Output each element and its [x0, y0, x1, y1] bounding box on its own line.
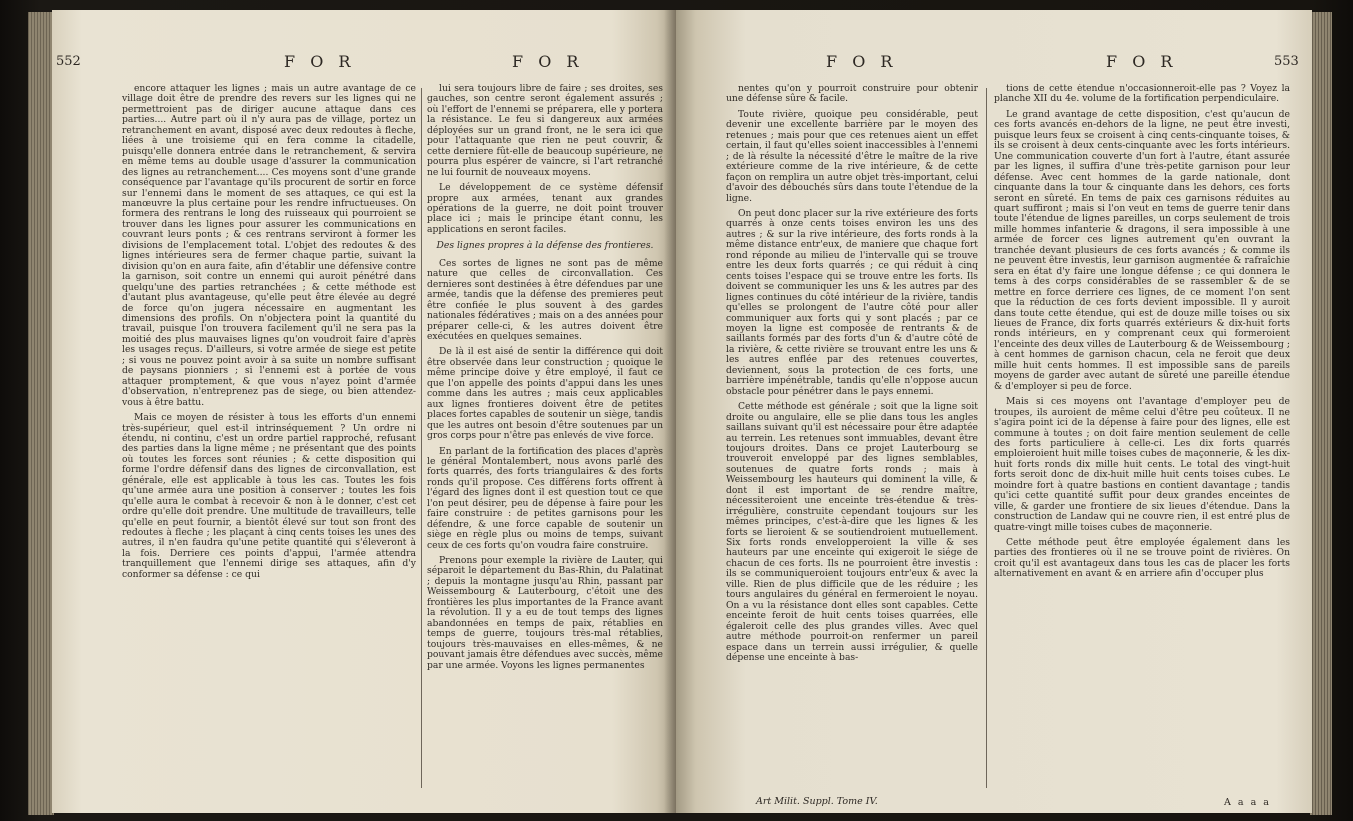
section-subtitle: Des lignes propres à la défense des frontieres. — [436, 240, 654, 252]
paragraph: Prenons pour exemple la rivière de Lauter, qui séparoit le département du Bas-Rhin, du Palatinat ; depuis la montagne jusqu'au Rhin, passant par Weissembourg & Lauterbourg, c'étoit une des frontières les plus importantes de la France avant la révolution. Il y a eu de tout temps des lignes abandonnées en temps de paix, rétablies en temps de guerre, toujours très-mal rétablies, toujours très-mauvaises en elles-mêmes, & ne pouvant jamais être défendues avec succès, même par une armée. Voyons les lignes permanentes — [427, 555, 663, 671]
paragraph: Cette méthode est générale ; soit que la ligne soit droite ou angulaire, elle se plie dans tous les angles saillans suivant qu'il est nécessaire pour être adaptée au terrein. Les retenues sont immuables, devant être toujours droites. Dans ce projet Lauterbourg se trouveroit enveloppé par des lignes semblables, soutenues de quatre forts ronds ; mais à Weissembourg les hauteurs qui dominent la ville, & dont il est important de se rendre maître, nécessiteroient une enceinte très-étendue & très-irrégulière, construite cependant toujours sur les mêmes principes, c'est-à-dire que les lignes & les forts se lieroient & se soutiendroient mutuellement. Six forts ronds envelopperoient la ville & ses hauteurs par une enceinte qui exigeroit le siége de chacun de ces forts. Ils ne pourroient être investis : ils se communiqueroient toujours entr'eux & avec la ville. Rien de plus difficile que de les réduire ; les tours angulaires du général en fermeroient le noyau. On a vu la résistance dont elles sont capables. Cette enceinte feroit de huit cents toises quarrées, elle égaleroit celle des plus grandes villes. Avec quel autre méthode pourroit-on renfermer un pareil espace dans un terrein aussi irrégulier, & quelle dépense une enceinte à bas- — [726, 401, 978, 664]
right-page-edges — [1310, 12, 1332, 815]
paragraph: Cette méthode peut être employée également dans les parties des frontieres où il ne se trouve point de rivières. On croit qu'il est avantageux dans tous les cas de placer les forts alternativement en avant & en arriere afin d'occuper plus — [994, 537, 1290, 580]
right-page — [676, 10, 1312, 813]
paragraph: Mais ce moyen de résister à tous les efforts d'un ennemi très-supérieur, quel est-il intrinséquement ? Un ordre ni étendu, ni continu, c'est un ordre partiel rapproché, refusant des parties dans la ligne même ; ne présentant que des points où toutes les forces sont réunies ; & cette disposition qui forme l'ordre défensif dans des lignes de circonvallation, est générale, elle est applicable à tous les cas. Toutes les fois qu'une armée aura une position à conserver ; toutes les fois qu'elle aura le combat à recevoir & non à le donner, c'est cet ordre qu'elle doit prendre. Une multitude de travailleurs, telle qu'elle en peut fournir, a bientôt élevé sur tout son front des redoutes à fleche ; les plaçant à cinq cents toises les unes des autres, il n'en faudra qu'une petite quantité qui s'éleveront à la fois. Derriere ces points d'appui, l'armée attendra tranquillement que l'ennemi dirige ses attaques, afin d'y conformer sa défense : ce qui — [122, 412, 416, 580]
signature-mark: A a a a — [1224, 797, 1271, 808]
running-head-right-2: F O R — [1106, 52, 1178, 71]
paragraph: Mais si ces moyens ont l'avantage d'employer peu de troupes, ils auroient de même celui d'être peu coûteux. Il ne s'agira point ici de la dépense à faire pour des lignes, elle est commune à toutes ; on doit faire mention seulement de celle des forts particuliere à celle-ci. Les dix forts quarrés emploieroient huit mille toises cubes de maçonnerie, & les dix-huit forts ronds dix mille huit cents. Le total des vingt-huit forts seroit donc de dix-huit mille huit cents toises cubes. Le moindre fort à quatre bastions en contient davantage ; tandis qu'ici cette quantité suffit pour deux grandes enceintes de ville, & garder une frontiere de six lieues d'étendue. Dans la construction de Landaw qui ne couvre rien, il est entré plus de quatre-vingt mille toises cubes de maçonnerie. — [994, 396, 1290, 533]
running-head-left-1: F O R — [284, 52, 356, 71]
paragraph: lui sera toujours libre de faire ; ses droites, ses gauches, son centre seront également assurés ; où l'effort de l'ennemi se préparera, elle y portera la résistance. Le feu si dangereux aux armées déployées sur un grand front, ne le sera ici que pour l'attaquante que rien ne peut couvrir, & cette derniere fût-elle de beaucoup supérieure, ne pourra plus espérer de vaincre, si l'art retranché ne lui fournit de nouveaux moyens. — [427, 84, 663, 178]
paragraph: Toute rivière, quoique peu considérable, peut devenir une excellente barrière par le moyen des retenues ; mais pour que ces retenues aient un effet certain, il faut qu'elles soient inaccessibles à l'ennemi ; de là résulte la nécessité d'être le maître de la rive extérieure comme de la rive intérieure, & de cette façon on remplira un autre objet très-important, celui d'avoir des débouchés sûrs dans toute l'étendue de la ligne. — [726, 108, 978, 204]
left-page-edges — [28, 12, 54, 815]
column-2 — [427, 84, 663, 813]
paragraph: En parlant de la fortification des places d'après le général Montalembert, nous avons parlé des forts quarrés, des forts triangulaires & des forts ronds qu'il propose. Ces différens forts offrent à l'égard des lignes dont il est question tout ce que l'on peut désirer, peu de dépense à faire pour les faire construire : de petites garnisons pour les défendre, & une force capable de soutenir un siège en règle plus ou moins de temps, suivant ceux de ces forts qu'on voudra faire construire. — [427, 445, 663, 551]
paragraph: nentes qu'on y pourroit construire pour obtenir une défense sûre & facile. — [726, 84, 978, 105]
paragraph: tions de cette étendue n'occasionneroit-elle pas ? Voyez la planche XII du 4e. volume de la fortification perpendiculaire. — [994, 84, 1290, 105]
column-rule — [421, 88, 422, 788]
column-rule — [986, 88, 987, 788]
paragraph: De là il est aisé de sentir la différence qui doit être observée dans leur construction ; quoique le même principe doive y être employé, il faut ce que l'on appelle des points d'appui dans les unes comme dans les autres ; mais ceux applicables aux lignes frontieres doivent être de petites places fortes capables de soutenir un siège, tandis que les autres ont besoin d'être soutenues par un gros corps pour n'être pas enlevés de vive force. — [427, 346, 663, 442]
paragraph: On peut donc placer sur la rive extérieure des forts quarrés à onze cents toises environ les uns des autres ; & sur la rive intérieure, des forts ronds à la même distance entr'eux, de maniere que chaque fort rond réponde au milieu de l'intervalle qui se trouve entre les deux forts quarrés ; ce qui réduit à cinq cents toises l'espace qui se trouve entre les forts. Ils doivent se communiquer les uns & les autres par des lignes continues du côté intérieur de la rivière, tandis qu'elles se prolongent de l'autre côté pour aller communiquer aux forts qui y sont placés ; par ce moyen la ligne est composée de rentrants & de saillants formés par des forts d'un & d'autre côté de la rivière, & cette rivière se trouvant entre les uns & les autres enflée par des retenues couvertes, deviennent, sous la protection de ces forts, une barrière impénétrable, tandis qu'elle n'oppose aucun obstacle pour pénétrer dans le pays ennemi. — [726, 207, 978, 397]
paragraph: Le développement de ce système défensif propre aux armées, tenant aux grandes opérations de la guerre, ne doit point trouver place ici ; mais le principe étant connu, les applications en seront faciles. — [427, 182, 663, 235]
left-page — [52, 10, 676, 813]
running-head-left-2: F O R — [512, 52, 584, 71]
page-number-left: 552 — [56, 54, 81, 69]
footer-reference: Art Milit. Suppl. Tome IV. — [756, 796, 878, 807]
running-head-right-1: F O R — [826, 52, 898, 71]
column-3 — [726, 84, 978, 794]
column-4 — [994, 84, 1290, 790]
paragraph: Ces sortes de lignes ne sont pas de même nature que celles de circonvallation. Ces dernieres sont destinées à être défendues par une armée, tandis que la défense des premieres peut être confiée le plus souvent à des gardes nationales fédératives ; mais on a des années pour préparer celle-ci, & les autres doivent être exécutées en quelques semaines. — [427, 257, 663, 342]
column-1 — [122, 84, 416, 813]
paragraph: Le grand avantage de cette disposition, c'est qu'aucun de ces forts avancés en-dehors de la ligne, ne peut être investi, puisque leurs feux se croisent à cinq cents-cinquante toises, & ils se croisent à deux cents-cinquante avec les forts intérieurs. Une communication couverte d'un fort à l'autre, étant assurée par les lignes, il suffira d'une très-petite garnison pour leur défense. Avec cent hommes de la garde nationale, dont cinquante dans la tour & cinquante dans les dehors, ces forts seront en sûreté. En tems de paix ces garnisons réduites au quart suffiront ; mais si l'on veut en tems de guerre tenir dans toute l'étendue de lignes pareilles, un corps seulement de trois mille hommes infanterie & dragons, il sera impossible à une armée de forcer ces lignes autrement qu'en ouvrant la tranchée devant plusieurs de ces forts avancés ; & comme ils ne peuvent être investis, leur garnison augmentée & rafraîchie sera en état d'y faire une longue défense ; ce qui donnera le tems à des corps considérables de se rassembler & de se mettre en force derriere ces lignes, de ce moment l'on sent que la réduction de ces forts devient impossible. Il y auroit dans toute cette étendue, qui est de douze mille toises ou six lieues de France, dix forts quarrés extérieurs & dix-huit forts ronds intérieurs, en y comprenant ceux qui formeroient l'enceinte des deux villes de Lauterbourg & de Weissembourg ; à cent hommes de garnison chacun, cela ne feroit que deux mille huit cents hommes. Il est impossible sans de pareils moyens de garder avec autant de sûreté une pareille étendue & d'employer si peu de force. — [994, 108, 1290, 392]
paragraph: encore attaquer les lignes ; mais un autre avantage de ce village doit être de prendre des revers sur les lignes qui ne permettroient pas de diriger aucune attaque dans ces parties.... Autre part où il n'y aura pas de village, portez un retranchement en avant, disposé avec deux redoutes à fleche, liées à une troisieme qui en fera comme la citadelle, puisqu'elle donnera entrée dans le retranchement, & servira en même tems au double usage d'assurer la communication des lignes au retranchement.... Ces moyens sont d'une grande conséquence par l'avantage qu'ils procurent de sortir en force sur l'ennemi dans le moment de ses attaques, ce qui est la manœuvre la plus certaine pour les rendre infructueuses. On formera des rentrans le long des ruisseaux qui pourroient se trouver dans les lignes pour assurer les communications en couvrant leurs ponts ; & ces rentrans serviront à former les divisions de l'emplacement total. L'objet des redoutes & des lignes intérieures sera de fermer chaque partie, suivant la division qu'on en aura faite, afin d'établir une défensive contre la garnison, soit contre un ennemi qui auroit pénétré dans quelqu'une des parties retranchées ; & cette méthode est d'autant plus avantageuse, qu'elle peut être élevée au degré de force qu'on jugera nécessaire en augmentant les dimensions des profils. On n'objectera point la quantité du travail, puisque l'on trouvera facilement qu'il ne sera pas la moitié des plus mauvaises lignes qu'on voudroit faire d'après les usages reçus. D'ailleurs, si votre armée de siege est petite ; si vous ne pouvez point avoir à sa suite un nombre suffisant de paysans pionniers ; si l'ennemi est à portée de vous attaquer promptement, & que vous n'ayez point d'armée d'observation, n'entreprenez pas de siege, ou bien attendez-vous à être battu. — [122, 84, 416, 408]
page-number-right: 553 — [1274, 54, 1299, 69]
